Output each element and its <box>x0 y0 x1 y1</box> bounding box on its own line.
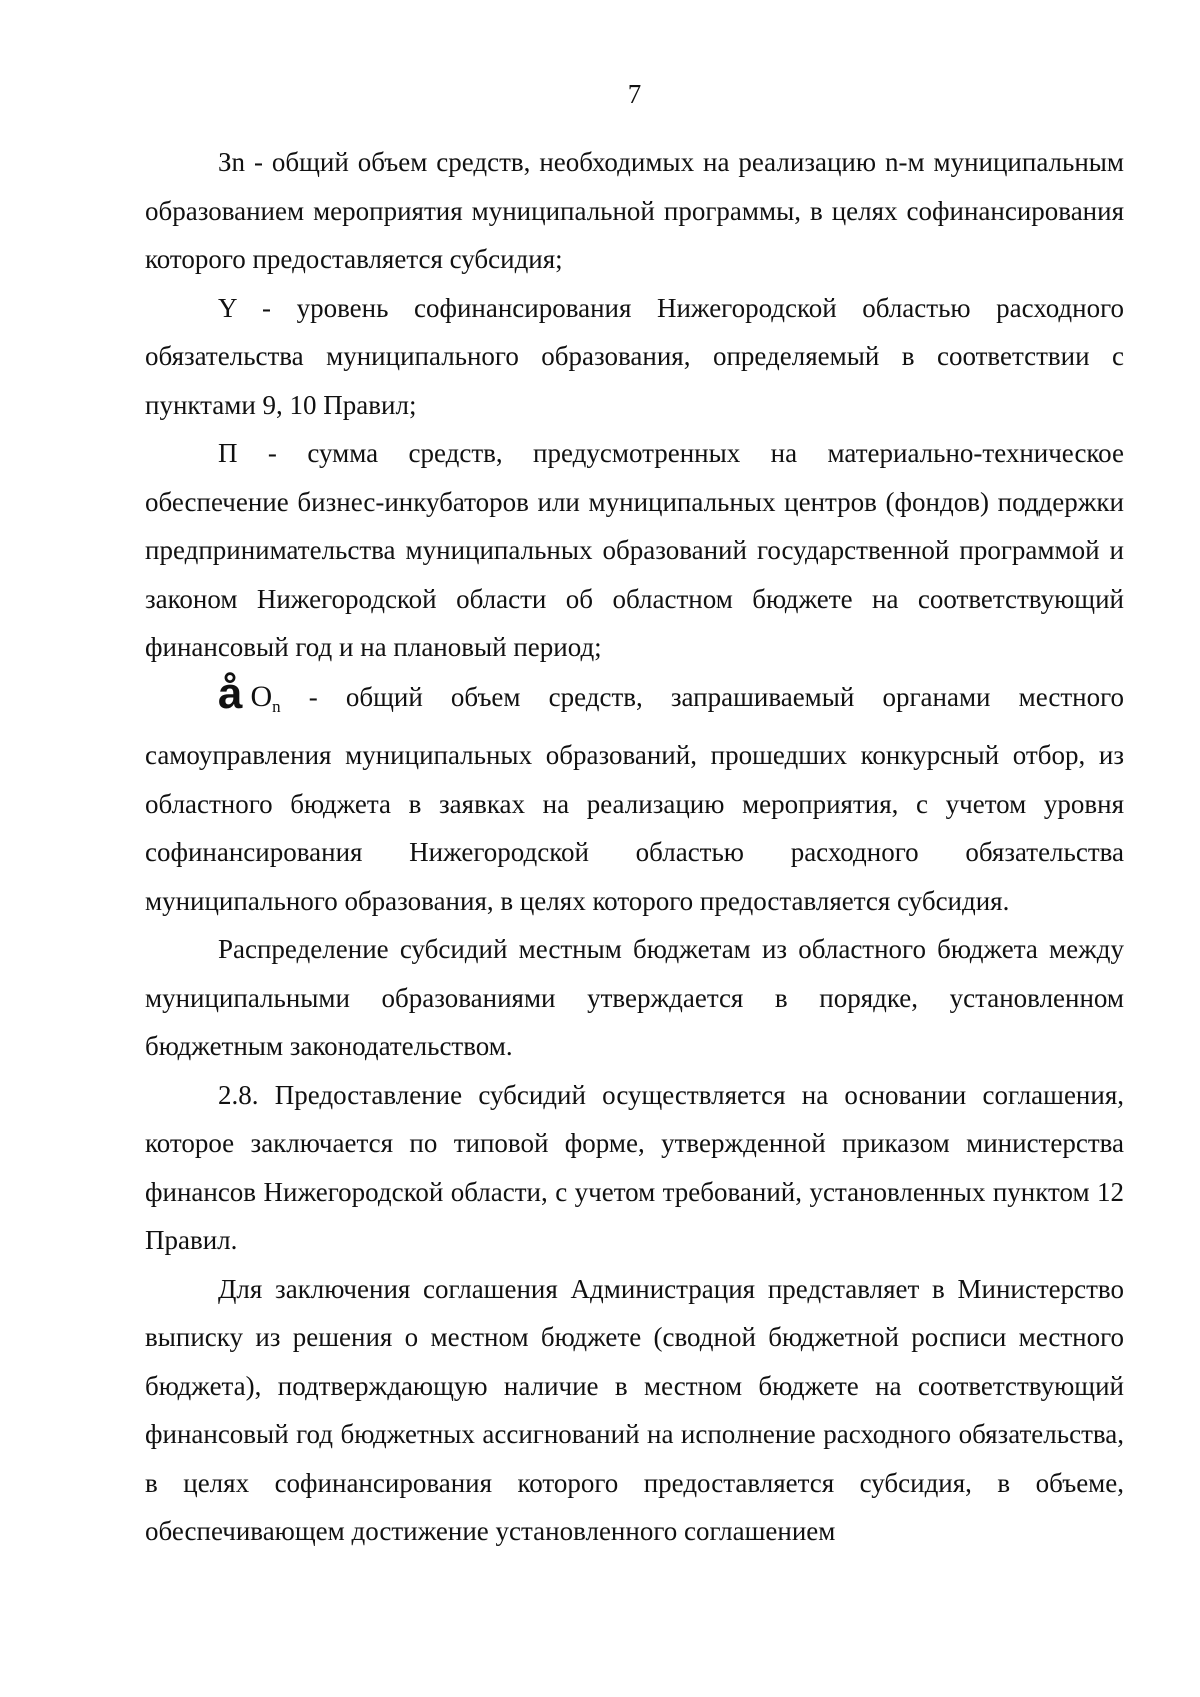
paragraph-distribution: Распределение субсидий местным бюджетам из областного бюджета между муниципальными образованиями утверждается в порядке, установленном бюджетным законодательством. <box>145 934 1124 1061</box>
formula-subscript: n <box>272 696 281 716</box>
paragraph-sum-on-text: - общий объем средств, запрашиваемый органами местного самоуправления муниципальных образований, прошедших конкурсный отбор, из областного бюджета в заявках на реализацию мероприятия, с учетом уровня софинансирования Нижегородской областью расходного обязательства муниципального образования, в целях которого предоставляется субсидия. <box>145 681 1124 916</box>
paragraph-p-definition: П - сумма средств, предусмотренных на материально-техническое обеспечение бизнес-инкубаторов или муниципальных центров (фондов) поддержки предпринимательства муниципальных образований государственной программой и законом Нижегородской области об областном бюджете на соответствующий финансовый год и на плановый период; <box>145 438 1124 662</box>
page-number: 7 <box>627 79 642 109</box>
document-body <box>145 138 1124 1556</box>
formula-variable: O <box>250 679 273 713</box>
paragraph-sum-on-definition <box>145 668 1124 926</box>
sum-symbol: å <box>218 668 243 718</box>
paragraph-zn-definition: Зn - общий объем средств, необходимых на реализацию n-м муниципальным образованием мероприятия муниципальной программы, в целях софинансирования которого предоставляется субсидия; <box>145 147 1124 274</box>
paragraph-agreement: Для заключения соглашения Администрация представляет в Министерство выписку из решения о местном бюджете (сводной бюджетной росписи местного бюджета), подтверждающую наличие в местном бюджете на соответствующий финансовый год бюджетных ассигнований на исполнение расходного обязательства, в целях софинансирования которого предоставляется субсидия, в объеме, обеспечивающем достижение установленного соглашением <box>145 1273 1124 1546</box>
paragraph-y-definition: Y - уровень софинансирования Нижегородской областью расходного обязательства муниципального образования, определяемый в соответствии с пунктами 9, 10 Правил; <box>145 292 1124 420</box>
paragraph-2-8: 2.8. Предоставление субсидий осуществляется на основании соглашения, которое заключается по типовой форме, утвержденной приказом министерства финансов Нижегородской области, с учетом требований, установленных пунктом 12 Правил. <box>145 1079 1124 1255</box>
document-page <box>145 0 1124 1697</box>
